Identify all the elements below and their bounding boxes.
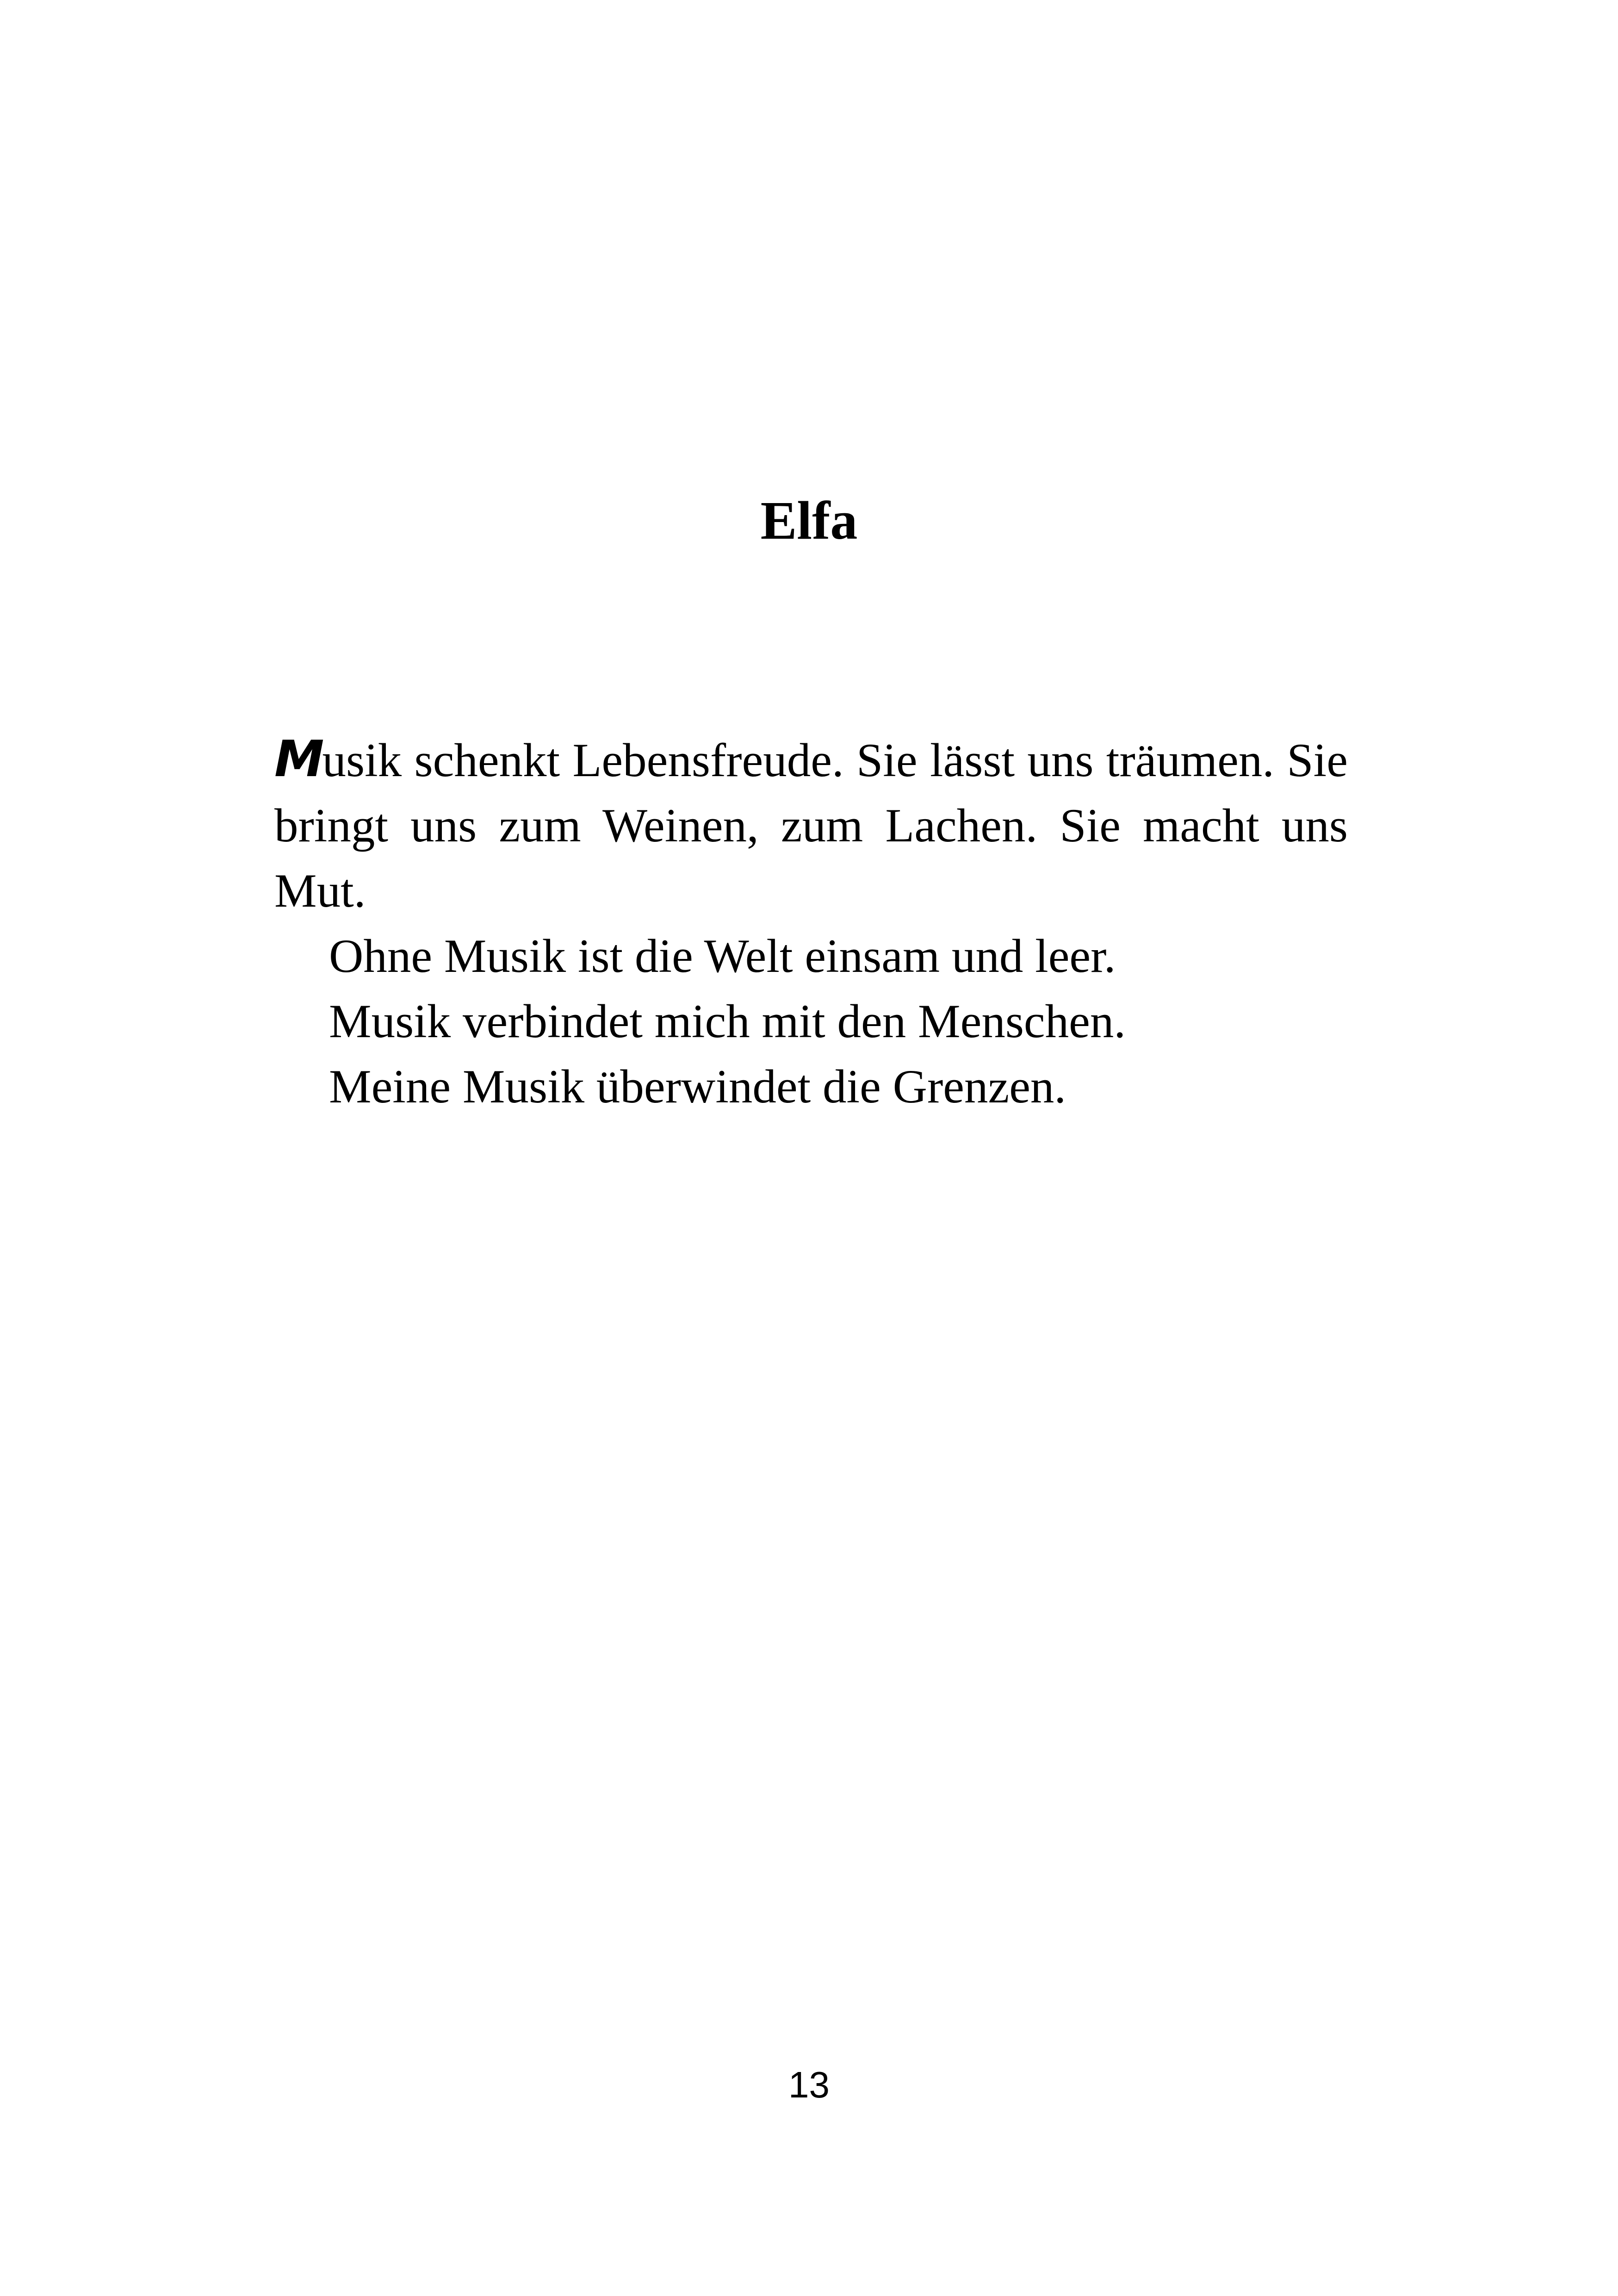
body-text xyxy=(274,727,1348,1120)
text-line: Musik verbindet mich mit den Menschen. xyxy=(329,995,1126,1048)
text-line: Ohne Musik ist die Welt einsam und leer. xyxy=(329,930,1116,983)
first-paragraph-text: usik schenkt Lebensfreude. Sie lässt uns träumen. Sie bringt uns zum Weinen, zum Lachen. Sie macht uns Mut. xyxy=(274,734,1348,917)
drop-cap-initial: M xyxy=(274,730,322,788)
page-number: 13 xyxy=(788,2064,830,2105)
page-title: Elfa xyxy=(760,490,858,551)
text-line: Meine Musik überwindet die Grenzen. xyxy=(329,1060,1066,1113)
first-paragraph xyxy=(274,727,1348,924)
